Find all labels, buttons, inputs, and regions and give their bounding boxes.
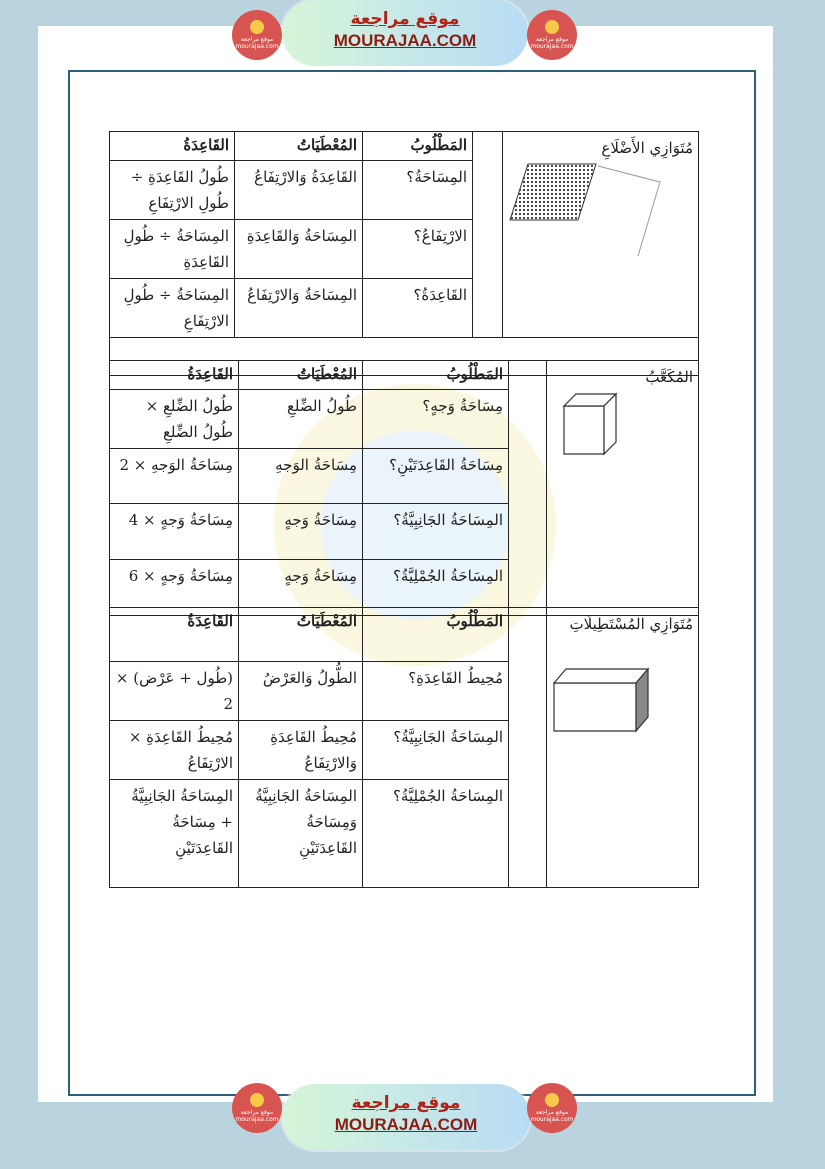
header-required: المَطْلُوبُ (363, 132, 473, 161)
given-cell: مِسَاحَةُ الوَجهِ (239, 449, 363, 504)
required-cell: مِسَاحَةُ القَاعِدَتَيْنِ؟ (363, 449, 509, 504)
given-cell: المِسَاحَةُ وَالارْتِفَاعُ (235, 279, 363, 338)
site-name-en[interactable]: MOURAJAA.COM (334, 1115, 478, 1134)
given-cell: القَاعِدَةُ وَالارْتِفَاعُ (235, 161, 363, 220)
given-cell: الطُّولُ وَالعَرْضُ (239, 662, 363, 721)
required-cell: المِسَاحَةُ الجَانِبِيَّةُ؟ (363, 504, 509, 560)
rule-cell: مِسَاحَةُ وَجهٍ × 6 (110, 560, 239, 616)
header-required: المَطْلُوبُ (363, 608, 509, 662)
rule-cell: طُولُ الضِّلعِ × طُولُ الضِّلعِ (110, 390, 239, 449)
rule-cell: المِسَاحَةُ الجَانِبِيَّةُ + مِسَاحَةُ القَاعِدَتَيْنِ (110, 780, 239, 888)
required-cell: القَاعِدَةُ؟ (363, 279, 473, 338)
parallelogram-shape (506, 160, 666, 260)
header-rule: القَاعِدَةُ (110, 132, 235, 161)
site-logo-badge: موقع مراجعة mourajaa.com (232, 1083, 282, 1133)
header-given: المُعْطَيَاتُ (239, 361, 363, 390)
site-name-en[interactable]: MOURAJAA.COM (333, 31, 477, 50)
given-cell: مِسَاحَةُ وَجهٍ (239, 504, 363, 560)
rule-cell: طُولُ القَاعِدَةِ ÷ طُولِ الارْتِفَاعِ (110, 161, 235, 220)
site-banner-bottom[interactable] (282, 1084, 530, 1150)
given-cell: المِسَاحَةُ الجَانِبِيَّةُ وَمِسَاحَةُ القَاعِدَتَيْنِ (239, 780, 363, 888)
site-logo-badge: موقع مراجعة mourajaa.com (527, 1083, 577, 1133)
site-logo-badge: موقع مراجعة mourajaa.com (527, 10, 577, 60)
rule-cell: (طُول + عَرْض) × 2 (110, 662, 239, 721)
header-rule: القَاعِدَةُ (110, 361, 239, 390)
rule-cell: المِسَاحَةُ ÷ طُولِ الارْتِفَاعِ (110, 279, 235, 338)
shape-title: مُتَوَازِي الأَضْلَاعِ (503, 132, 699, 338)
spacer-cell (473, 132, 503, 338)
required-cell: الارْتِفَاعُ؟ (363, 220, 473, 279)
rule-cell: مِسَاحَةُ الوَجهِ × 2 (110, 449, 239, 504)
site-name-ar: موقع مراجعة (351, 1093, 461, 1113)
required-cell: المِسَاحَةُ؟ (363, 161, 473, 220)
required-cell: المِسَاحَةُ الجُمْلِيَّةُ؟ (363, 780, 509, 888)
spacer-cell (509, 608, 547, 888)
cube-shape (560, 390, 620, 460)
cuboid-shape (550, 665, 660, 735)
given-cell: المِسَاحَةُ وَالقَاعِدَةِ (235, 220, 363, 279)
header-given: المُعْطَيَاتُ (239, 608, 363, 662)
shape-title: مُتَوَازِي المُسْتَطِيلَاتِ (547, 608, 699, 888)
required-cell: المِسَاحَةُ الجَانِبِيَّةُ؟ (363, 721, 509, 780)
required-cell: مُحِيطُ القَاعِدَةِ؟ (363, 662, 509, 721)
site-logo-badge: موقع مراجعة mourajaa.com (232, 10, 282, 60)
required-cell: المِسَاحَةُ الجُمْلِيَّةُ؟ (363, 560, 509, 616)
header-given: المُعْطَيَاتُ (235, 132, 363, 161)
site-name-ar: موقع مراجعة (350, 9, 460, 29)
given-cell: مُحِيطُ القَاعِدَةِ وَالارْتِفَاعُ (239, 721, 363, 780)
required-cell: مِسَاحَةُ وَجهٍ؟ (363, 390, 509, 449)
given-cell: مِسَاحَةُ وَجهٍ (239, 560, 363, 616)
header-rule: القَاعِدَةُ (110, 608, 239, 662)
site-banner-top[interactable] (282, 0, 528, 66)
spacer-cell (509, 361, 547, 616)
rule-cell: مُحِيطُ القَاعِدَةِ × الارْتِفَاعُ (110, 721, 239, 780)
given-cell: طُولُ الضِّلعِ (239, 390, 363, 449)
shape-title: المُكَعَّبُ (547, 361, 699, 616)
rule-cell: المِسَاحَةُ ÷ طُولِ القَاعِدَةِ (110, 220, 235, 279)
header-required: المَطْلُوبُ (363, 361, 509, 390)
cuboid-table (109, 607, 699, 888)
rule-cell: مِسَاحَةُ وَجهٍ × 4 (110, 504, 239, 560)
